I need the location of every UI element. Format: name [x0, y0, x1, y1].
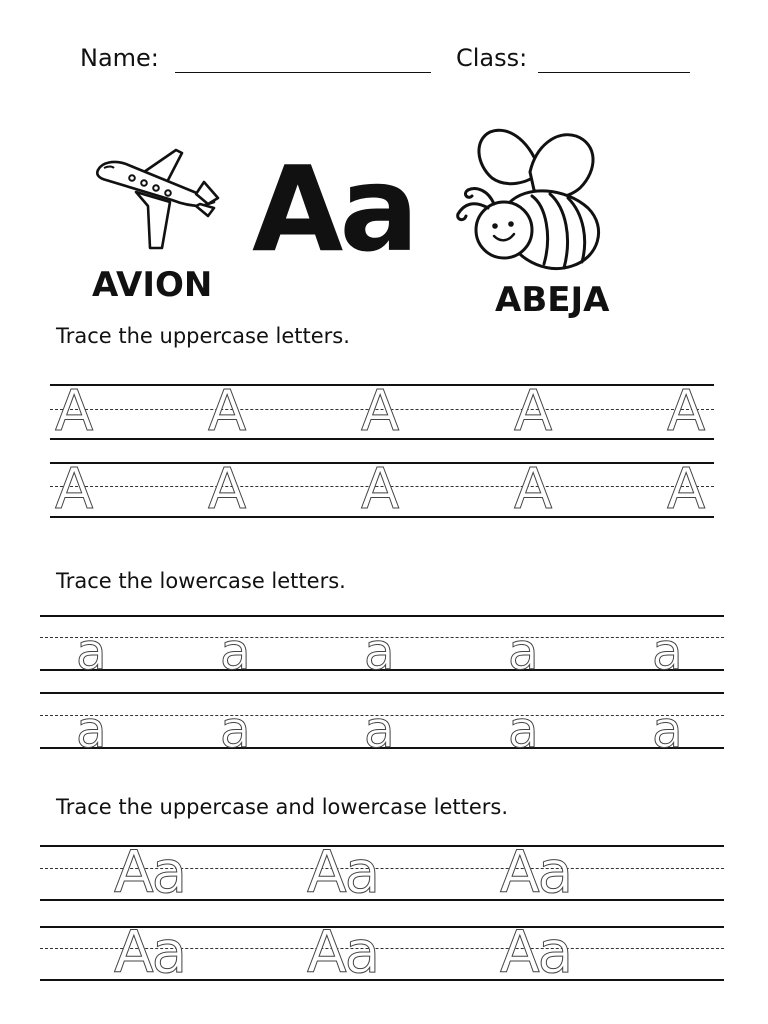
trace-letter[interactable]: a [364, 701, 395, 759]
trace-letter-pair[interactable]: Aa [114, 838, 186, 906]
right-word: ABEJA [495, 280, 610, 320]
trace-letter[interactable]: a [76, 701, 107, 759]
trace-letter[interactable]: a [652, 623, 683, 681]
trace-letter[interactable]: A [55, 457, 94, 522]
trace-letter[interactable]: A [667, 379, 706, 444]
trace-letter[interactable]: A [208, 379, 247, 444]
trace-letter-pair[interactable]: Aa [307, 918, 379, 986]
trace-letter[interactable]: a [220, 623, 251, 681]
trace-letter[interactable]: a [508, 623, 539, 681]
trace-letter[interactable]: A [208, 457, 247, 522]
trace-letter[interactable]: A [55, 379, 94, 444]
trace-letter[interactable]: A [514, 379, 553, 444]
trace-letter-pair[interactable]: Aa [307, 838, 379, 906]
trace-letter[interactable]: a [220, 701, 251, 759]
trace-letter[interactable]: A [361, 379, 400, 444]
airplane-icon [92, 144, 226, 252]
trace-letter-pair[interactable]: Aa [500, 918, 572, 986]
trace-letter[interactable]: a [76, 623, 107, 681]
lowercase-instruction: Trace the lowercase letters. [56, 569, 346, 593]
class-field[interactable] [538, 72, 690, 73]
left-word: AVION [92, 265, 213, 305]
name-label: Name: [80, 44, 159, 72]
class-label: Class: [456, 44, 528, 72]
trace-letter[interactable]: a [652, 701, 683, 759]
trace-letter[interactable]: a [364, 623, 395, 681]
trace-letter[interactable]: A [514, 457, 553, 522]
trace-letter-pair[interactable]: Aa [500, 838, 572, 906]
uppercase-instruction: Trace the uppercase letters. [56, 324, 350, 348]
trace-letter[interactable]: a [508, 701, 539, 759]
bee-icon [448, 124, 614, 274]
trace-letter-pair[interactable]: Aa [114, 918, 186, 986]
trace-letter[interactable]: A [667, 457, 706, 522]
combined-instruction: Trace the uppercase and lowercase letters. [56, 795, 509, 819]
hero-letters: Aa [252, 140, 415, 278]
trace-letter[interactable]: A [361, 457, 400, 522]
name-field[interactable] [175, 72, 431, 73]
